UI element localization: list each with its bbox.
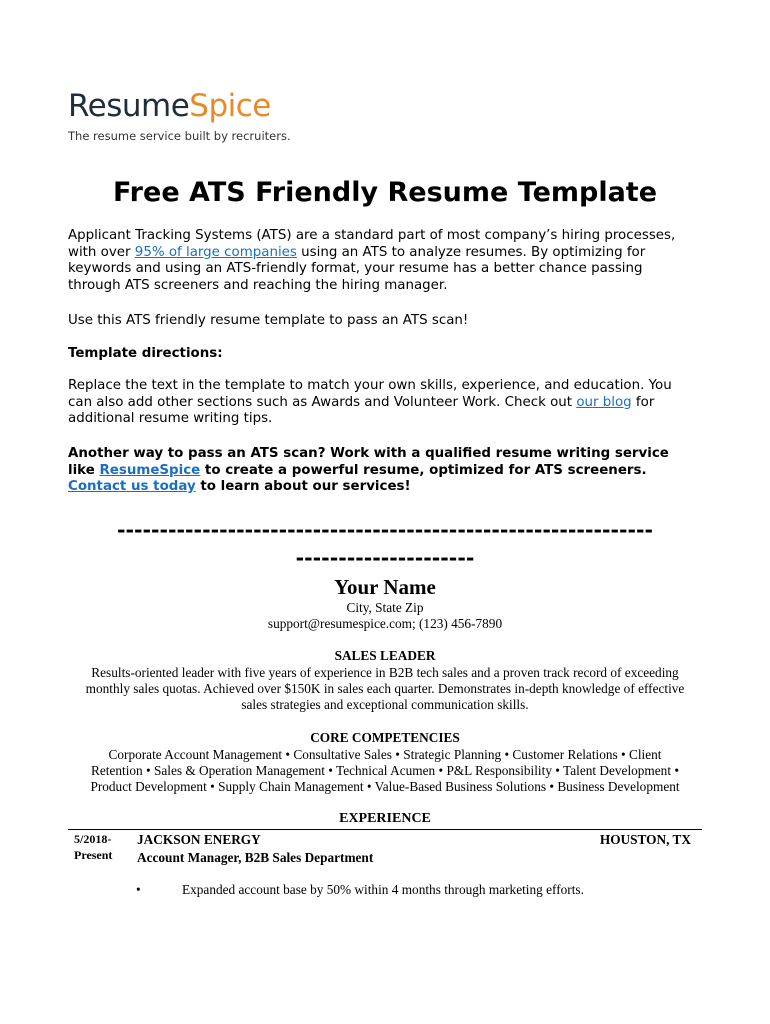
directions-line: Replace the text in the template to match your own skills, experience, and education. You — [68, 378, 672, 393]
experience-rule — [68, 829, 702, 830]
cta-text: like — [68, 462, 100, 478]
job-bullet-symbol: • — [136, 882, 141, 897]
resumespice-link[interactable]: ResumeSpice — [99, 462, 201, 478]
large-companies-link[interactable]: 95% of large companies — [134, 244, 297, 260]
our-blog-link[interactable]: our blog — [576, 394, 632, 410]
intro-line — [68, 245, 708, 262]
intro-text: with over — [68, 244, 135, 260]
job-date-end: Present — [74, 848, 113, 862]
job-bullet: Expanded account base by 50% within 4 months through marketing efforts. — [182, 882, 584, 897]
summary-heading: SALES LEADER — [334, 648, 436, 663]
divider-line: --------------------- — [295, 546, 475, 570]
intro-line: Applicant Tracking Systems (ATS) are a standard part of most company’s hiring processes, — [68, 228, 676, 243]
experience-heading: EXPERIENCE — [339, 811, 431, 826]
cta-line — [68, 479, 708, 496]
summary-line: sales strategies and exceptional communication skills. — [241, 697, 529, 712]
resumespice-logo[interactable] — [68, 86, 271, 126]
cta-line: Another way to pass an ATS scan? Work with a qualified resume writing service — [68, 446, 669, 461]
competencies-line: Corporate Account Management • Consultative Sales • Strategic Planning • Customer Relations • Client — [108, 747, 662, 762]
intro-line: keywords and using an ATS-friendly format, your resume has a better chance passing — [68, 261, 643, 277]
job-title: Account Manager, B2B Sales Department — [137, 850, 374, 865]
intro-line: through ATS screeners and reaching the hiring manager. — [68, 278, 448, 294]
job-location: HOUSTON, TX — [599, 832, 691, 847]
cta-text: to create a powerful resume, optimized for ATS screeners. — [200, 462, 647, 478]
cta-paragraph — [68, 446, 708, 496]
intro-paragraph — [68, 228, 708, 295]
job-company: JACKSON ENERGY — [137, 832, 261, 847]
resume-location: City, State Zip — [346, 600, 424, 615]
logo-spice-text: Spice — [189, 88, 271, 124]
directions-text: can also add other sections such as Awards and Volunteer Work. Check out — [68, 394, 577, 410]
logo-tagline: The resume service built by recruiters. — [68, 129, 291, 143]
logo-resume-text: Resume — [68, 88, 190, 124]
summary-line: Results-oriented leader with five years of experience in B2B tech sales and a proven track record of exceeding — [91, 665, 679, 680]
intro-text: using an ATS to analyze resumes. By optimizing for — [296, 244, 646, 260]
directions-text: for — [631, 394, 655, 410]
competencies-heading: CORE COMPETENCIES — [310, 730, 460, 745]
cta-line — [68, 463, 708, 480]
competencies-line: Product Development • Supply Chain Management • Value-Based Business Solutions • Business Development — [90, 779, 680, 794]
cta-text: to learn about our services! — [195, 479, 411, 495]
directions-paragraph — [68, 378, 708, 428]
summary-line: monthly sales quotas. Achieved over $150K in sales each quarter. Demonstrates in-depth knowledge of effective — [85, 681, 685, 696]
directions-heading: Template directions: — [68, 346, 223, 361]
competencies-line: Retention • Sales & Operation Management • Technical Acumen • P&L Responsibility • Talent Development • — [90, 763, 680, 778]
directions-line: additional resume writing tips. — [68, 411, 273, 427]
resume-name: Your Name — [334, 575, 436, 599]
resume-contact: support@resumespice.com; (123) 456-7890 — [267, 616, 503, 631]
use-template-line: Use this ATS friendly resume template to pass an ATS scan! — [68, 313, 469, 328]
page-title: Free ATS Friendly Resume Template — [112, 177, 658, 208]
contact-us-link[interactable]: Contact us today — [68, 479, 196, 495]
directions-line — [68, 395, 708, 412]
divider-line: --------------------------------------------------------------- — [116, 518, 654, 542]
job-date-start: 5/2018- — [74, 832, 112, 846]
